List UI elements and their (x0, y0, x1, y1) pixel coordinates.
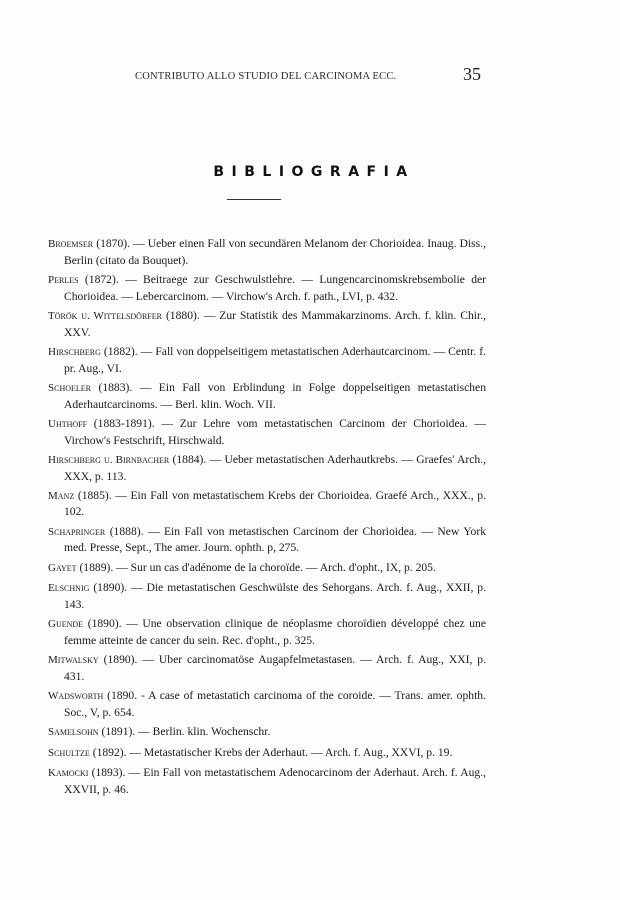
reference-item (48, 616, 486, 648)
running-head: CONTRIBUTO ALLO STUDIO DEL CARCINOMA ECC. (135, 71, 397, 82)
reference-text: (1872). — Beitraege zur Geschwulstlehre. — Lungencarcinomskrebsembolie der Chorioidea. — Lebercarcinom. — Virchow's Arch. f. path., LVI, p. 432. (64, 272, 486, 303)
reference-author: Kamocki (48, 766, 89, 779)
reference-author: Mitwalsky (48, 654, 99, 667)
reference-text: (1883). — Ein Fall von Erblindung in Folge doppelseitigen metastatischen Aderhautcarcinoms. — Berl. klin. Woch. VII. (64, 380, 486, 411)
reference-text: (1890). — Uber carcinomatöse Augapfelmetastasen. — Arch. f. Aug., XXI, p. 431. (64, 653, 486, 683)
reference-author: Schapringer (48, 525, 106, 538)
title-underline (227, 199, 281, 200)
reference-item (48, 308, 486, 340)
reference-text: (1893). — Ein Fall von metastatischem Adenocarcinom der Aderhaut. Arch. f. Aug., XXVII, p. 46. (64, 765, 486, 796)
reference-text: (1891). — Berlin. klin. Wochenschr. (98, 725, 271, 739)
reference-author: Schoeler (48, 381, 92, 394)
reference-text: (1890). — Die metastatischen Geschwülste des Sehorgans. Arch. f. Aug., XXII, p. 143. (64, 581, 486, 611)
reference-author: Wadsworth (48, 690, 104, 703)
reference-author: Hirschberg (48, 345, 101, 358)
reference-author: Uhthoff (48, 417, 88, 430)
reference-author: Elschnig (48, 582, 90, 595)
reference-text: (1883-1891). — Zur Lehre vom metastatischen Carcinom der Chorioidea. — Virchow's Festschrift, Hirschwald. (64, 416, 486, 447)
reference-item (48, 745, 486, 762)
reference-item (48, 488, 486, 520)
reference-text: (1882). — Fall von doppelseitigem metastatischen Aderhautcarcinom. — Centr. f. pr. Aug., VI. (64, 344, 486, 375)
reference-item (48, 236, 486, 268)
reference-author: Guende (48, 618, 84, 631)
reference-author: Broemser (48, 238, 94, 250)
reference-author: Gayet (48, 561, 77, 574)
page-number: 35 (463, 64, 481, 84)
reference-text: (1888). — Ein Fall von metastischen Carcinom der Chorioidea. — New York med. Presse, Sept., The amer. Journ. ophth. p, 275. (64, 524, 486, 555)
reference-author: Samelsohn (48, 726, 99, 739)
page-title: BIBLIOGRAFIA (213, 164, 415, 180)
reference-text: (1890). — Une observation clinique de néoplasme choroïdien développé chez une femme atteinte de cancer du sein. Rec. d'opht., p. 325. (64, 617, 486, 647)
reference-item (48, 765, 486, 797)
reference-author: Hirschberg u. Birnbacher (48, 453, 170, 466)
reference-item (48, 652, 486, 684)
reference-text: (1892). — Metastatischer Krebs der Aderhaut. — Arch. f. Aug., XXVI, p. 19. (89, 745, 453, 759)
reference-item (48, 724, 486, 741)
bibliography-list (48, 236, 486, 801)
reference-item (48, 344, 486, 376)
reference-item (48, 416, 486, 448)
reference-item (48, 452, 486, 484)
reference-text: (1889). — Sur un cas d'adénome de la choroïde. — Arch. d'opht., IX, p. 205. (76, 560, 436, 574)
reference-author: Török u. Wittelsdörfer (48, 309, 162, 322)
reference-item (48, 524, 486, 556)
reference-author: Schultze (48, 746, 90, 759)
reference-author: Perles (48, 273, 79, 286)
reference-item (48, 272, 486, 304)
reference-text: (1880). — Zur Statistik des Mammakarzinoms. Arch. f. klin. Chir., XXV. (64, 308, 486, 339)
reference-text: (1884). — Ueber metastatischen Aderhautkrebs. — Graefes' Arch., XXX, p. 113. (64, 452, 486, 483)
reference-item (48, 580, 486, 612)
reference-text: (1870). — Ueber einen Fall von secundären Melanom der Chorioidea. Inaug. Diss., Berlin (citato da Bouquet). (64, 237, 486, 267)
reference-item (48, 688, 486, 720)
reference-item (48, 380, 486, 412)
reference-author: Manz (48, 489, 75, 502)
reference-text: (1885). — Ein Fall von metastatischem Krebs der Chorioidea. Graefé Arch., XXX., p. 102. (64, 488, 486, 519)
reference-item (48, 560, 486, 577)
reference-text: (1890. - A case of metastatich carcinoma of the coroide. — Trans. amer. ophth. Soc., V, p. 654. (64, 689, 486, 719)
